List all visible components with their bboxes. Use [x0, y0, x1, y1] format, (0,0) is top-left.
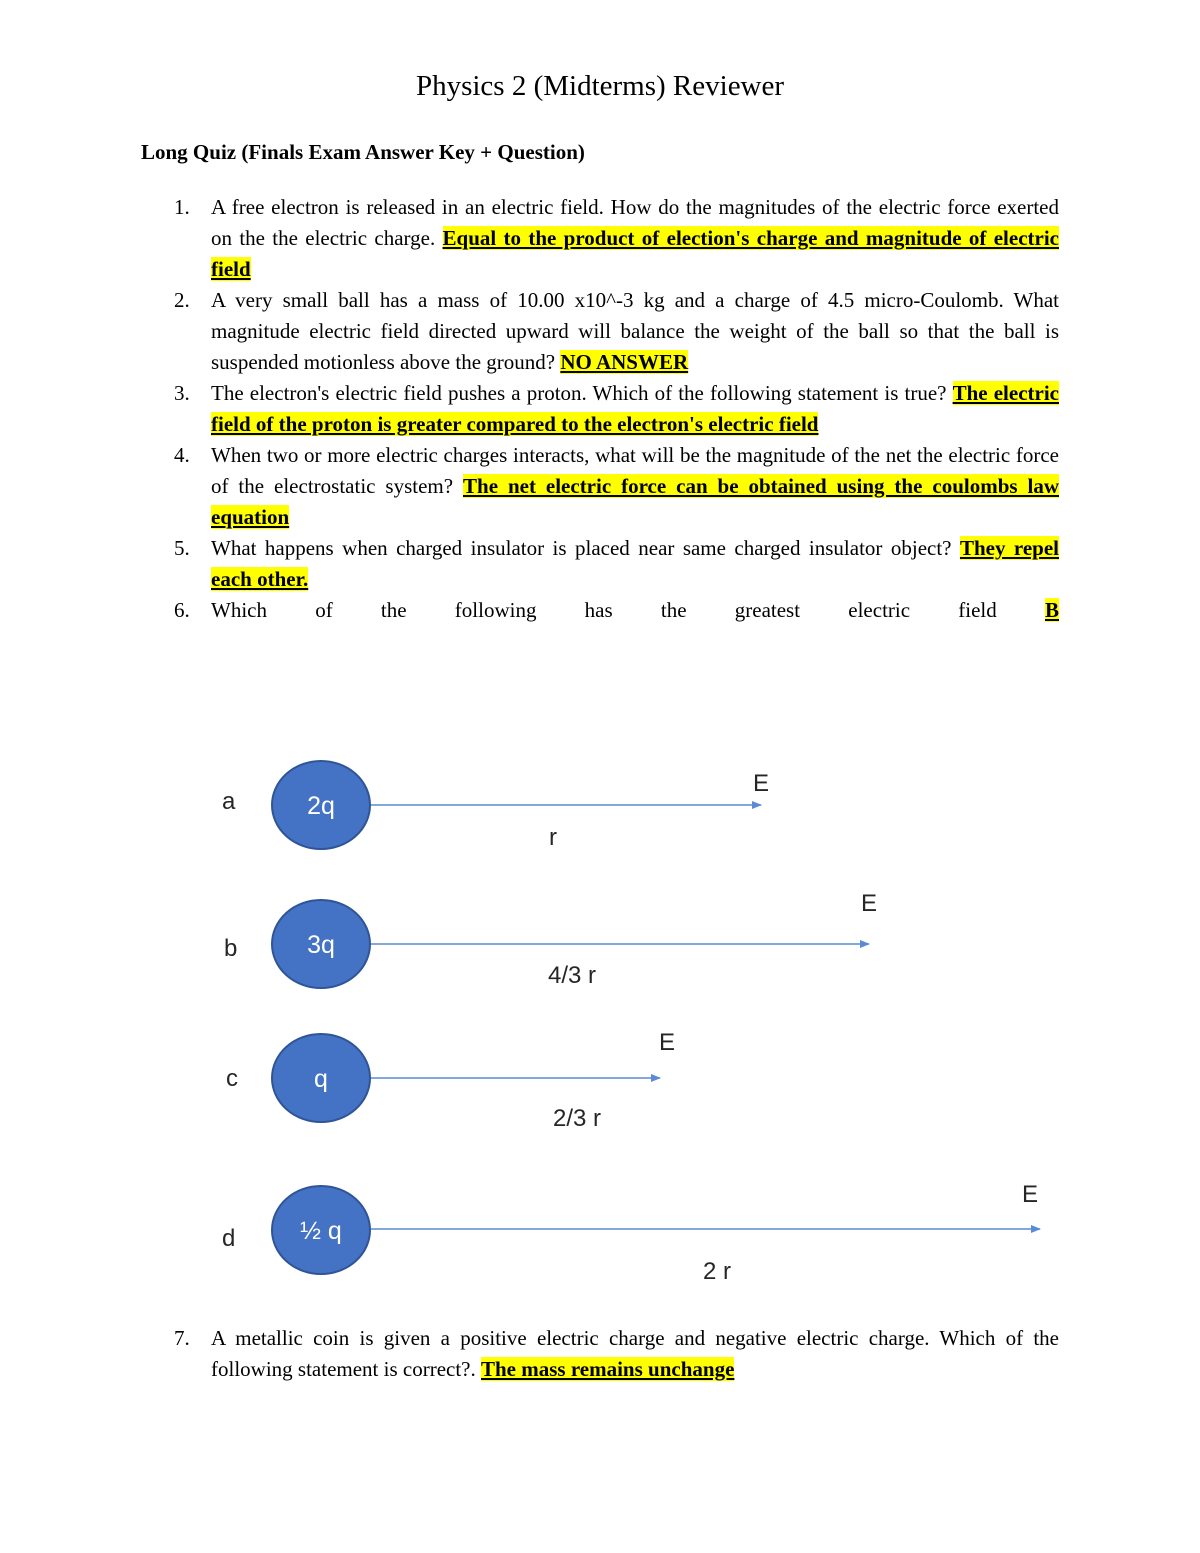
distance-label: r [549, 824, 557, 851]
figure-row-b [224, 890, 877, 989]
distance-label: 2 r [702, 1258, 732, 1285]
row-letter-label: b [224, 935, 238, 962]
question-text: When two or more electric charges interacts, what will be the magnitude of the net the electric force of the electrostatic system? [211, 443, 1059, 498]
charge-label: ½ q [300, 1217, 342, 1245]
field-label: E [752, 770, 770, 797]
answer-highlight: The mass remains unchange [481, 1357, 735, 1381]
distance-label: 2/3 r [552, 1105, 602, 1132]
page-title: Physics 2 (Midterms) Reviewer [415, 70, 785, 102]
figure-row-c [226, 1029, 675, 1132]
question-list-continued [141, 1323, 1059, 1385]
question-number: 5. [174, 536, 190, 560]
field-label: E [860, 890, 878, 917]
charge-label: q [314, 1065, 328, 1093]
question-number: 2. [174, 288, 190, 312]
question-number: 7. [174, 1326, 190, 1350]
question-text: The electron's electric field pushes a proton. Which of the following statement is true? [211, 381, 953, 405]
field-label: E [658, 1029, 676, 1056]
question-number: 4. [174, 443, 190, 467]
row-letter-label: d [222, 1225, 236, 1252]
distance-label: 4/3 r [547, 962, 597, 989]
question-number: 3. [174, 381, 190, 405]
question-text: Which of the following has the greatest electric field [211, 598, 1045, 622]
figure-row-d [222, 1181, 1040, 1285]
question-text: A very small ball has a mass of 10.00 x10^-3 kg and a charge of 4.5 micro-Coulomb. What magnitude electric field directed upward will balance the weight of the ball so that the ball is suspended motionless above the ground? [211, 288, 1059, 374]
figure-row-a [222, 761, 769, 851]
answer-highlight: They repel each other. [211, 536, 1059, 591]
field-label: E [1021, 1181, 1039, 1208]
question-text: What happens when charged insulator is placed near same charged insulator object? [211, 536, 960, 560]
answer-highlight: The electric field of the proton is greater compared to the electron's electric field [211, 381, 1059, 436]
section-heading: Long Quiz (Finals Exam Answer Key + Question) [141, 140, 585, 164]
answer-highlight: Equal to the product of election's charge and magnitude of electric field [211, 226, 1059, 281]
answer-highlight: The net electric force can be obtained using the coulombs law equation [211, 474, 1059, 529]
question-number: 1. [174, 195, 190, 219]
row-letter-label: a [222, 788, 236, 815]
question-text: A metallic coin is given a positive electric charge and negative electric charge. Which of the following statement is correct?. [211, 1326, 1059, 1381]
row-letter-label: c [226, 1065, 238, 1092]
question-item [141, 1323, 1059, 1385]
question-number: 6. [174, 598, 190, 622]
question-text: A free electron is released in an electric field. How do the magnitudes of the electric force exerted on the the electric charge. [211, 195, 1059, 250]
answer-highlight: NO ANSWER [560, 350, 689, 374]
charge-label: 2q [307, 792, 335, 820]
answer-highlight: B [1044, 598, 1059, 622]
charge-label: 3q [307, 931, 335, 959]
